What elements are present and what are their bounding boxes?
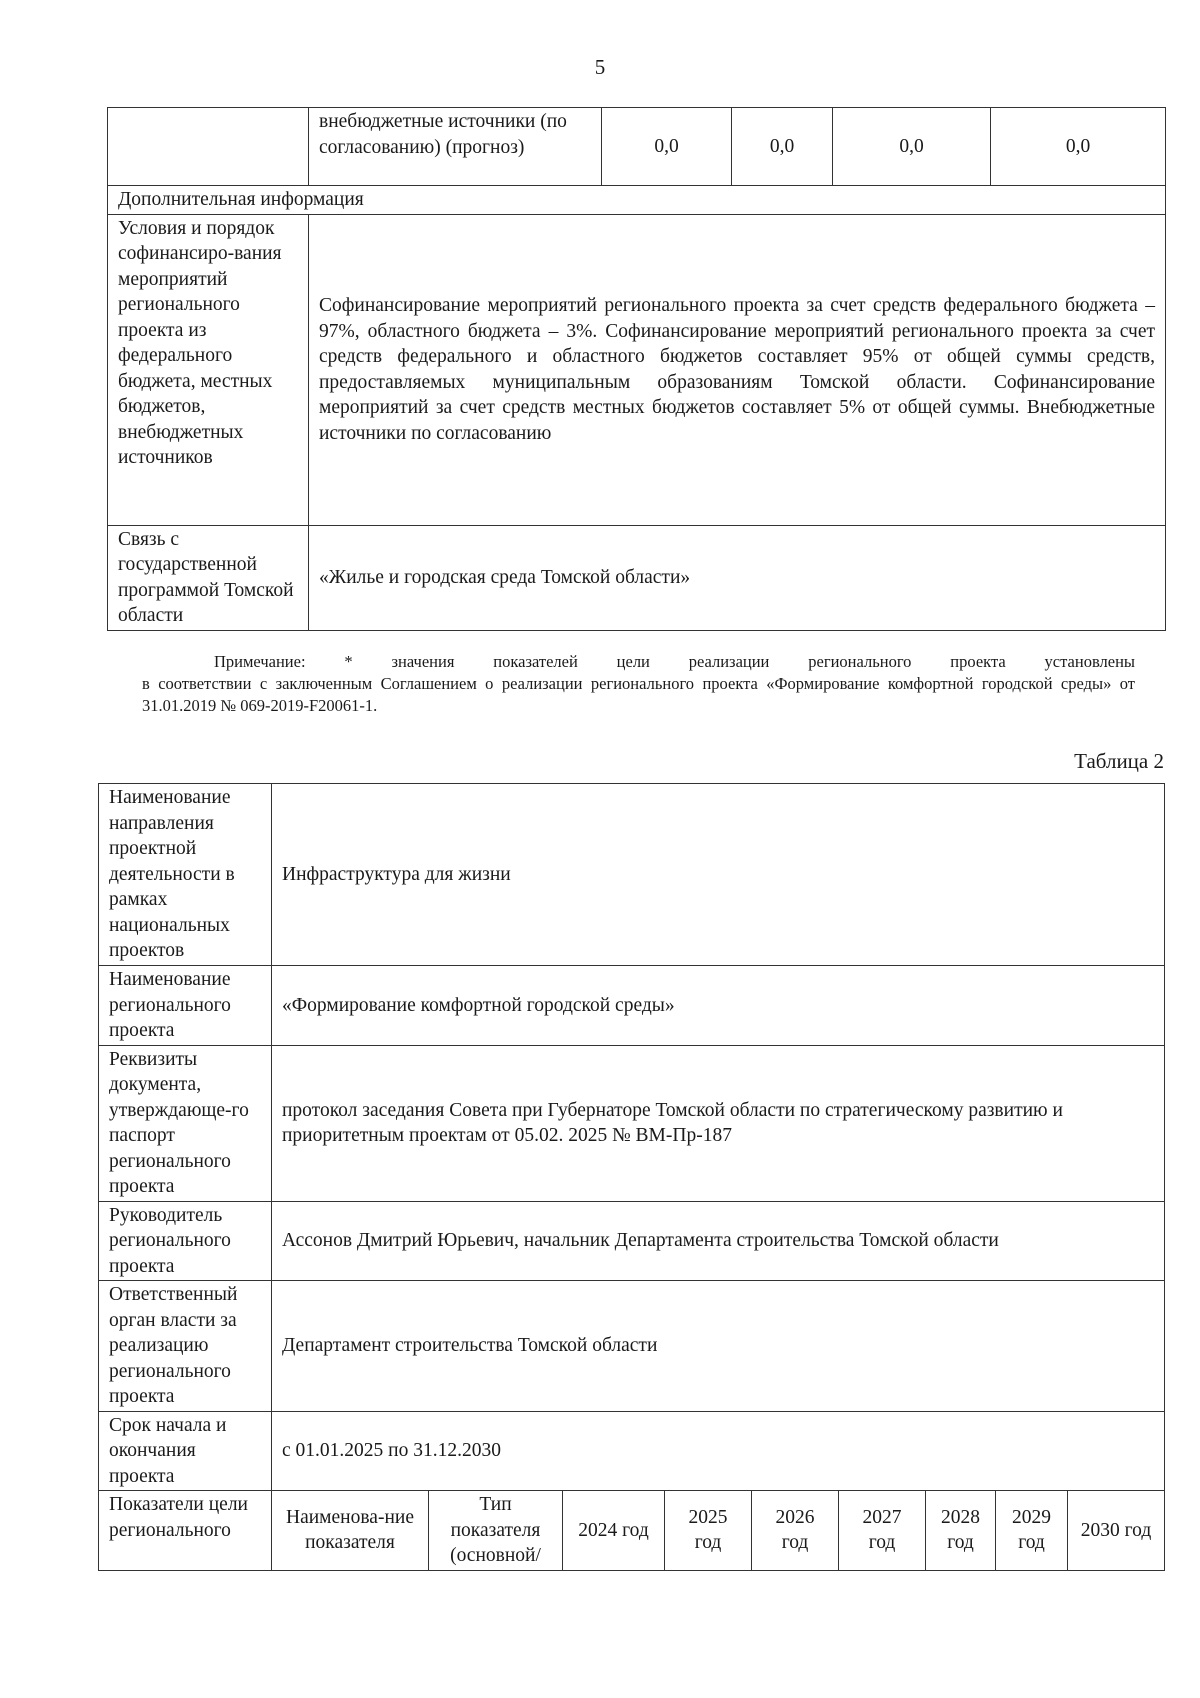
cofinancing-row [108,214,1166,525]
cofinancing-text: Софинансирование мероприятий регионального проекта за счет средств федерального бюджета – 97%, областного бюджета – 3%. Софинансирование мероприятий регионального проекта за счет средств федерального и областного бюджетов составляет 95% от общей суммы средств, предоставляемых муниципальным образованиям Томской области. Софинансирование мероприятий за счет средств местных бюджетов составляет 5% от общей суммы. Внебюджетные источники по согласованию [309,214,1166,525]
cofinancing-label: Условия и порядок софинансиро-вания мероприятий регионального проекта из федерального бюджета, местных бюджетов, внебюджетных источников [108,214,309,525]
year-header: 2030 год [1068,1491,1165,1571]
row-label: Реквизиты документа, утверждающе-го паспорт регионального проекта [99,1045,272,1201]
year-header: 2025 год [665,1491,752,1571]
table-caption: Таблица 2 [1074,749,1164,773]
funding-value: 0,0 [991,108,1166,186]
footnote [142,651,1135,717]
row-label: Наименование регионального проекта [99,966,272,1046]
indicator-type-header: Тип показателя (основной/ [429,1491,563,1571]
indicators-header-row [99,1491,1165,1571]
table-row [99,1281,1165,1412]
row-label: Наименование направления проектной деятельности в рамках национальных проектов [99,784,272,966]
funding-source-label: внебюджетные источники (по согласованию) (прогноз) [309,108,602,186]
footnote-line-1: Примечание: * значения показателей цели реализации регионального проекта установлены [214,652,1135,671]
state-program-link-row [108,525,1166,630]
year-header: 2029 год [996,1491,1068,1571]
year-header: 2024 год [563,1491,665,1571]
year-header: 2026 год [752,1491,839,1571]
extrabudgetary-funding-row [108,108,1166,186]
row-label: Срок начала и окончания проекта [99,1411,272,1491]
empty-cell [108,108,309,186]
state-program-label: Связь с государственной программой Томской области [108,525,309,630]
row-label: Руководитель регионального проекта [99,1201,272,1281]
row-value: Инфраструктура для жизни [272,784,1165,966]
row-value: с 01.01.2025 по 31.12.2030 [272,1411,1165,1491]
state-program-text: «Жилье и городская среда Томской области» [309,525,1166,630]
table-row [99,1411,1165,1491]
funding-value: 0,0 [732,108,833,186]
table-row [99,966,1165,1046]
indicator-name-header: Наименова-ние показателя [272,1491,429,1571]
passport-table-continued [107,107,1166,631]
table-row [99,1201,1165,1281]
row-value: протокол заседания Совета при Губернаторе Томской области по стратегическому развитию и приоритетным проектам от 05.02. 2025 № ВМ-Пр-187 [272,1045,1165,1201]
page-number: 5 [594,55,606,79]
regional-project-passport-table [98,783,1165,1571]
additional-info-heading: Дополнительная информация [108,186,1166,215]
table-row [99,1045,1165,1201]
year-header: 2027 год [839,1491,926,1571]
funding-value: 0,0 [602,108,732,186]
row-label: Ответственный орган власти за реализацию регионального проекта [99,1281,272,1412]
footnote-rest: в соответствии с заключенным Соглашением о реализации регионального проекта «Формирование комфортной городской среды» от 31.01.2019 № 069-2019-F20061-1. [142,674,1135,715]
row-value: Департамент строительства Томской области [272,1281,1165,1412]
row-value: Ассонов Дмитрий Юрьевич, начальник Департамента строительства Томской области [272,1201,1165,1281]
year-header: 2028 год [926,1491,996,1571]
funding-value: 0,0 [833,108,991,186]
table-row [99,784,1165,966]
indicators-label: Показатели цели регионального [99,1491,272,1571]
row-value: «Формирование комфортной городской среды» [272,966,1165,1046]
